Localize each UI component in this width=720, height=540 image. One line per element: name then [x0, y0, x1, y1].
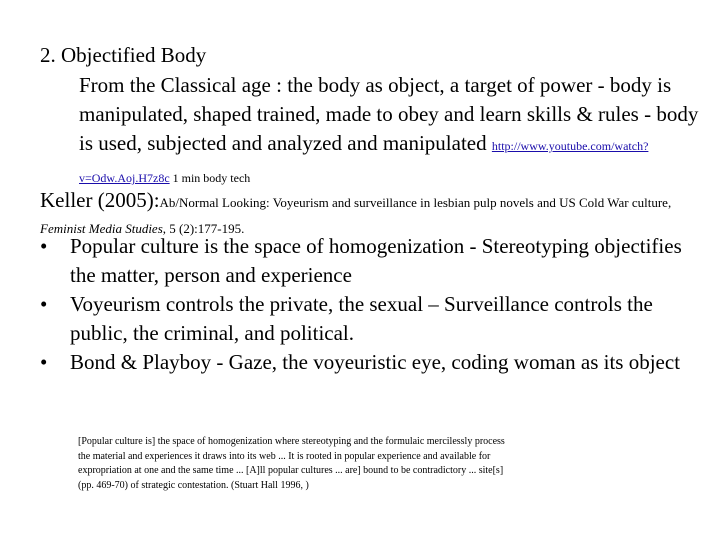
- intro-text: From the Classical age : the body as object, a target of power - body is manipulated, shaped trained, made to obey and learn skills & rules - body is used, subjected and analyzed and manipulated: [79, 73, 699, 155]
- bullet-icon: •: [40, 234, 48, 258]
- section-heading: 2. Objectified Body: [40, 43, 207, 67]
- bullet-item: [40, 232, 710, 290]
- bullet-item: [40, 348, 710, 377]
- bullet-item: [40, 290, 710, 348]
- citation-author: Keller (2005):: [40, 188, 160, 212]
- link-suffix: 1 min body tech: [169, 171, 251, 185]
- bullet-text: Bond & Playboy - Gaze, the voyeuristic eye, coding woman as its object: [70, 350, 681, 374]
- youtube-link[interactable]: http://www.youtube.com/watch?v=Odw.Aoj.H7z8c: [79, 139, 649, 185]
- bullet-text: Voyeurism controls the private, the sexual – Surveillance controls the public, the criminal, and political.: [70, 292, 653, 345]
- citation-journal: Feminist Media Studies: [40, 221, 163, 236]
- intro-paragraph: [79, 71, 709, 193]
- bullet-icon: •: [40, 292, 48, 316]
- citation-pages: , 5 (2):177-195.: [162, 221, 245, 236]
- bullet-list: [40, 232, 710, 377]
- hall-quote: [Popular culture is] the space of homogenization where stereotyping and the formulaic mercilessly process the material and experiences it draws into its web ... It is rooted in popular experience and available for expropriation at one and the same time ... [A]ll popular cultures ... are] bound to be contradictory ... site[s] (pp. 469-70) of strategic contestation. (Stuart Hall 1996, ): [78, 436, 505, 491]
- bullet-icon: •: [40, 350, 48, 374]
- citation-title: Ab/Normal Looking: Voyeurism and surveillance in lesbian pulp novels and US Cold War culture,: [159, 195, 672, 210]
- bullet-text: Popular culture is the space of homogenization - Stereotyping objectifies the matter, person and experience: [70, 234, 682, 287]
